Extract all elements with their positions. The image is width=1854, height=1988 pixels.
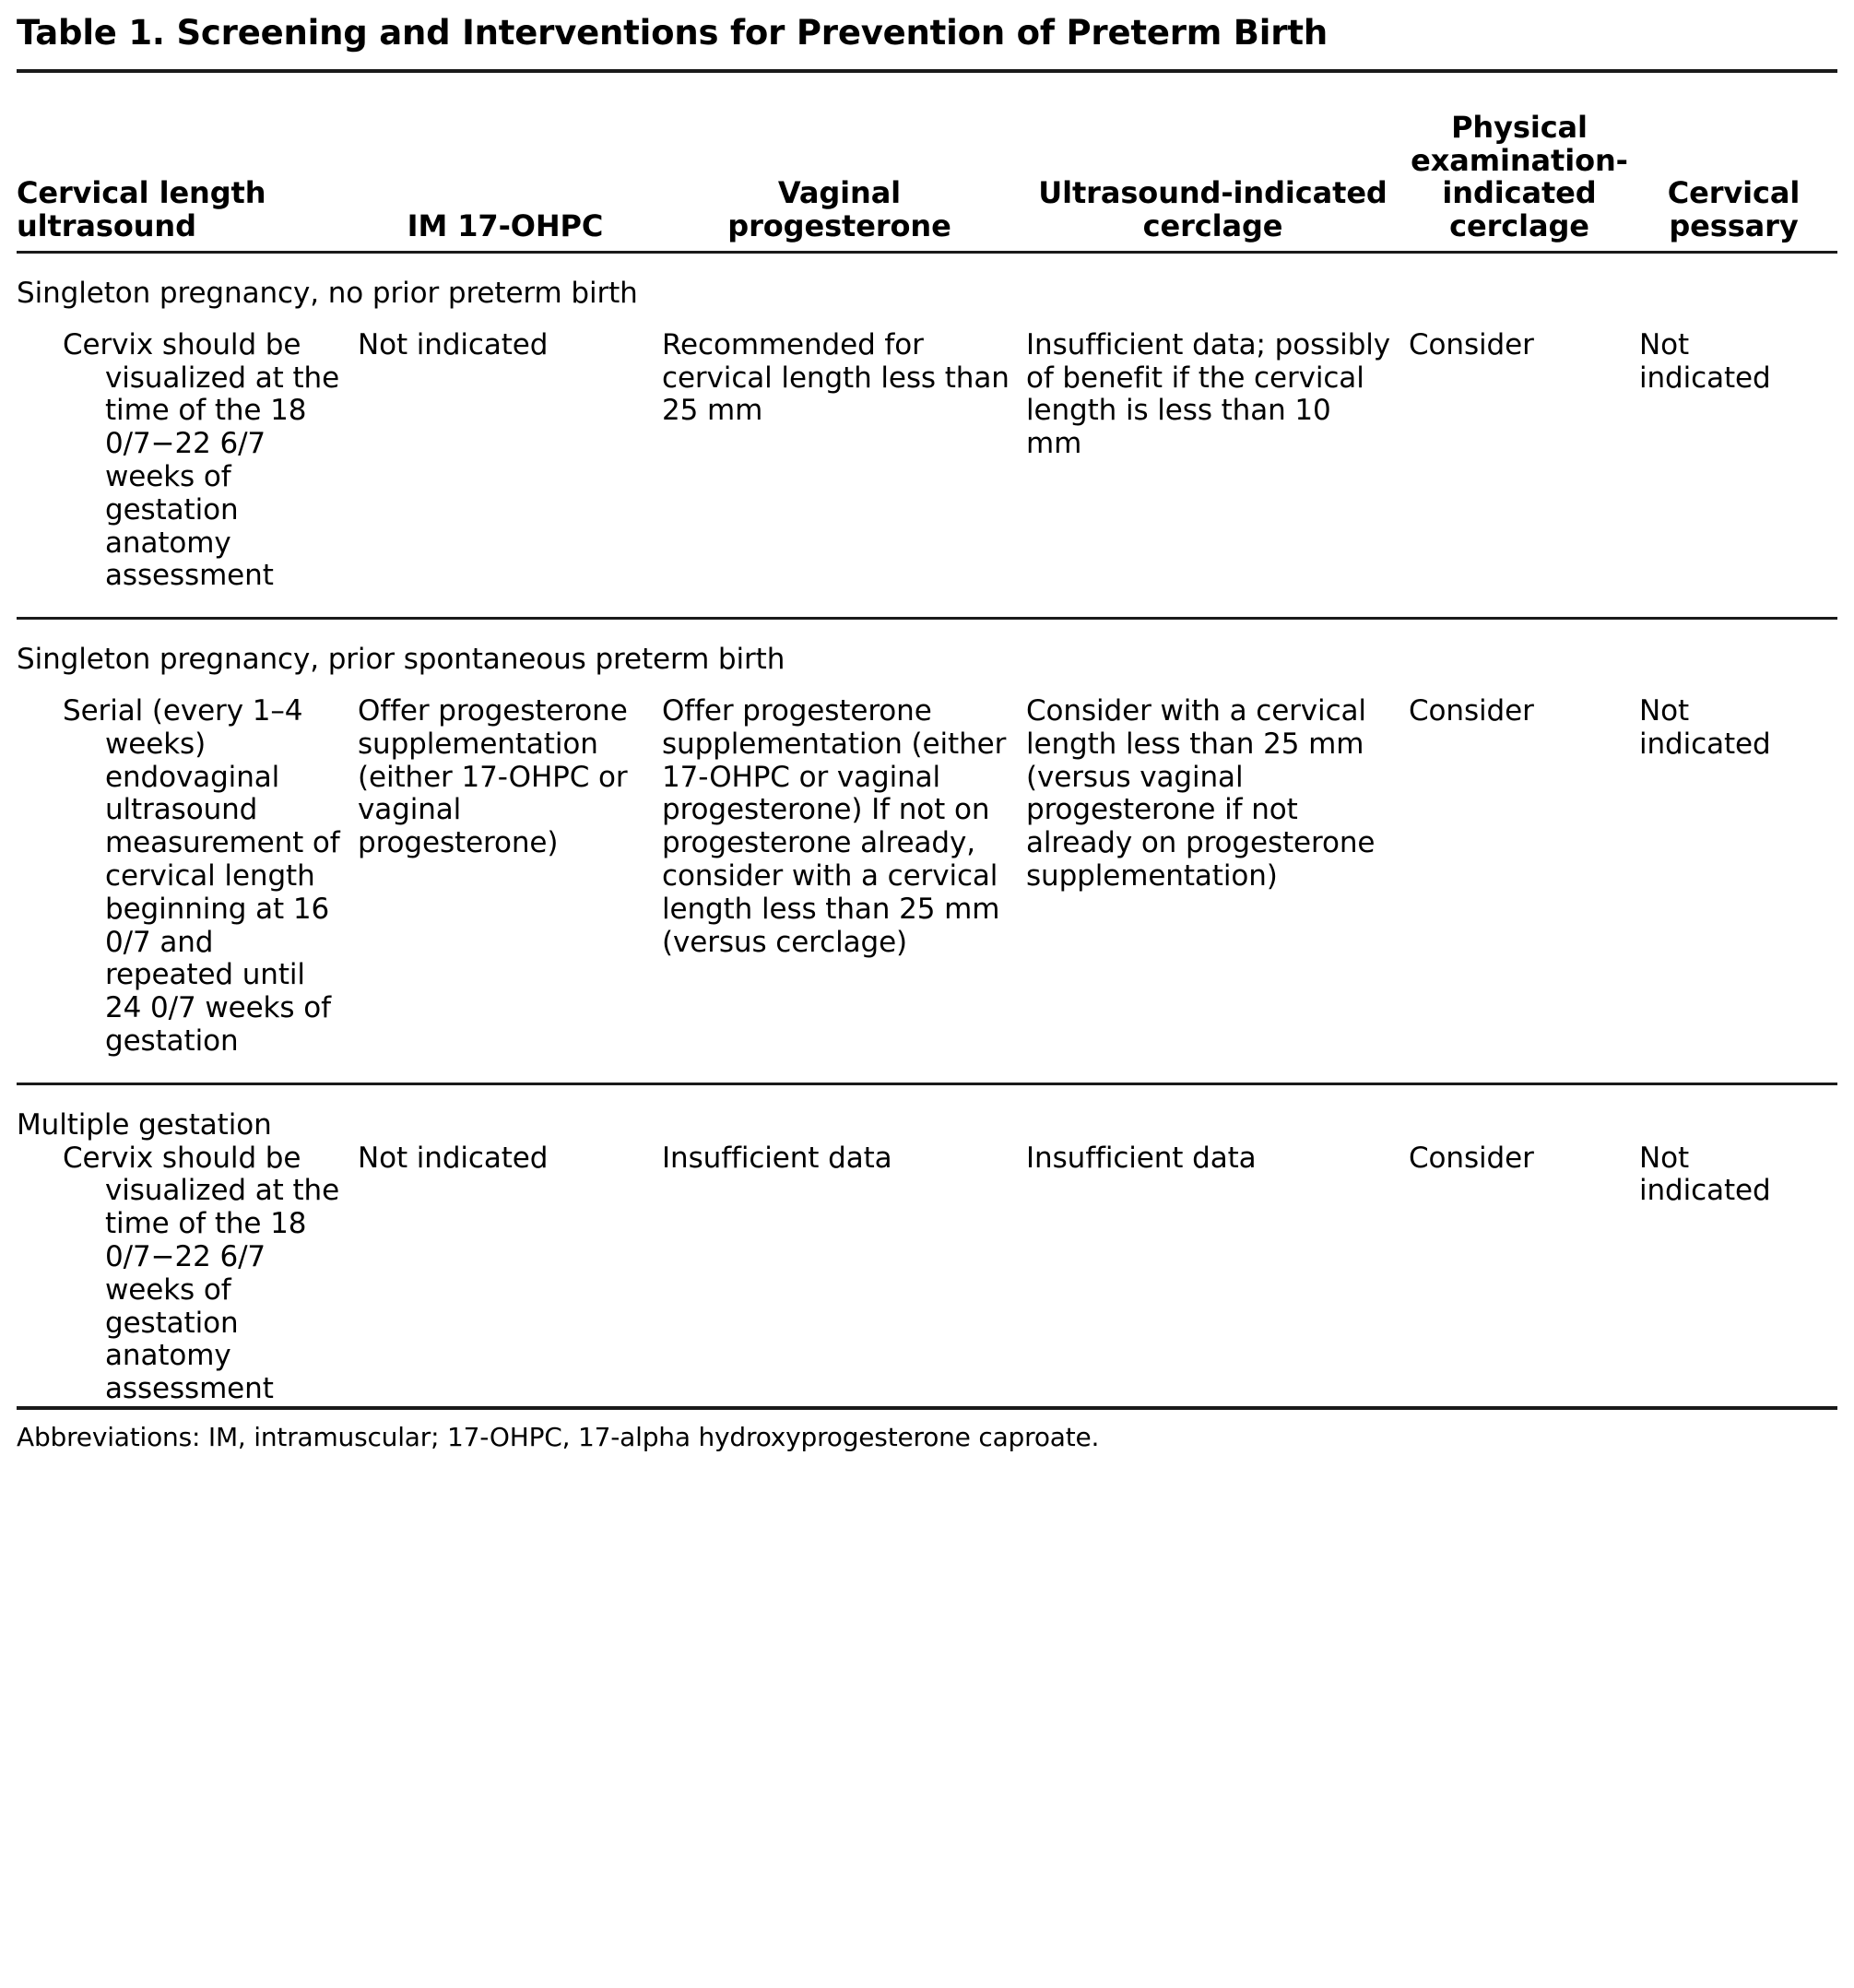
column-header-physical-examination-indicated-cerclage: Physical examination-indicated cerclage: [1411, 109, 1628, 244]
column-header-cervical-length-ultrasound: Cervical length ultrasound: [17, 175, 266, 244]
cell-ultrasound-indicated-cerclage: Insufficient data; possibly of benefit if the cervical length is less than 10 mm: [1026, 327, 1391, 461]
column-header-vaginal-progesterone: Vaginal progesterone: [727, 175, 951, 244]
group-label-row: [17, 278, 1837, 311]
section-multiple-gestation: [17, 1085, 1837, 1406]
table-row: [17, 1142, 1837, 1406]
column-header-ultrasound-indicated-cerclage: Ultrasound-indicated cerclage: [1038, 175, 1388, 244]
table-caption: [17, 0, 1837, 69]
header-row: [17, 112, 1837, 251]
cell-cervical-pessary: Not indicated: [1639, 693, 1771, 761]
cell-physical-examination-indicated-cerclage: Consider: [1409, 1141, 1534, 1175]
column-header-cervical-pessary: Cervical pessary: [1667, 175, 1801, 244]
group-label-row: [17, 1109, 1837, 1142]
cell-vaginal-progesterone: Offer progesterone supplementation (either 17-OHPC or vaginal progesterone) If not on progesterone already, consider with a cervical length less than 25 mm (versus cerclage): [662, 693, 1007, 959]
group-label-multiple-gestation: Multiple gestation: [17, 1107, 272, 1142]
group-label-singleton-prior-spontaneous: Singleton pregnancy, prior spontaneous preterm birth: [17, 643, 785, 677]
table-footnote: Abbreviations: IM, intramuscular; 17-OHPC, 17-alpha hydroxyprogesterone caproate.: [17, 1421, 1100, 1452]
section-singleton-no-prior-preterm-birth: [17, 254, 1837, 617]
cell-cervical-pessary: Not indicated: [1639, 1141, 1771, 1208]
data-table: [17, 73, 1837, 251]
cell-im-17-ohpc: Offer progesterone supplementation (either 17-OHPC or vaginal progesterone): [358, 693, 628, 860]
table-row: [17, 677, 1837, 1059]
table-title-text: Screening and Interventions for Prevention of Preterm Birth: [176, 13, 1328, 53]
cell-im-17-ohpc: Not indicated: [358, 327, 549, 361]
group-label-singleton-no-prior: Singleton pregnancy, no prior preterm birth: [17, 277, 638, 310]
cell-cervical-length-ultrasound: Cervix should be visualized at the time of the 18 0/7−22 6/7 weeks of gestation anatomy assessment: [63, 1141, 340, 1406]
section-singleton-prior-spontaneous-preterm-birth: [17, 620, 1837, 1083]
column-header-im-17-ohpc: IM 17-OHPC: [407, 208, 604, 244]
cell-cervical-pessary: Not indicated: [1639, 327, 1771, 395]
cell-vaginal-progesterone: Recommended for cervical length less than 25 mm: [662, 327, 1010, 428]
cell-im-17-ohpc: Not indicated: [358, 1141, 549, 1175]
cell-ultrasound-indicated-cerclage: Consider with a cervical length less than 25 mm (versus vaginal progesterone if not already on progesterone supplementation): [1026, 693, 1376, 893]
table-header: [17, 73, 1837, 251]
group-label-row: [17, 644, 1837, 677]
cell-cervical-length-ultrasound: Serial (every 1–4 weeks) endovaginal ultrasound measurement of cervical length beginning at 16 0/7 and repeated until 24 0/7 weeks of gestation: [63, 693, 340, 1058]
table-number: Table 1.: [17, 13, 165, 53]
cell-cervical-length-ultrasound: Cervix should be visualized at the time of the 18 0/7−22 6/7 weeks of gestation anatomy assessment: [63, 327, 340, 593]
table-row: [17, 311, 1837, 593]
cell-physical-examination-indicated-cerclage: Consider: [1409, 327, 1534, 361]
cell-ultrasound-indicated-cerclage: Insufficient data: [1026, 1141, 1257, 1175]
cell-physical-examination-indicated-cerclage: Consider: [1409, 693, 1534, 728]
cell-vaginal-progesterone: Insufficient data: [662, 1141, 892, 1175]
